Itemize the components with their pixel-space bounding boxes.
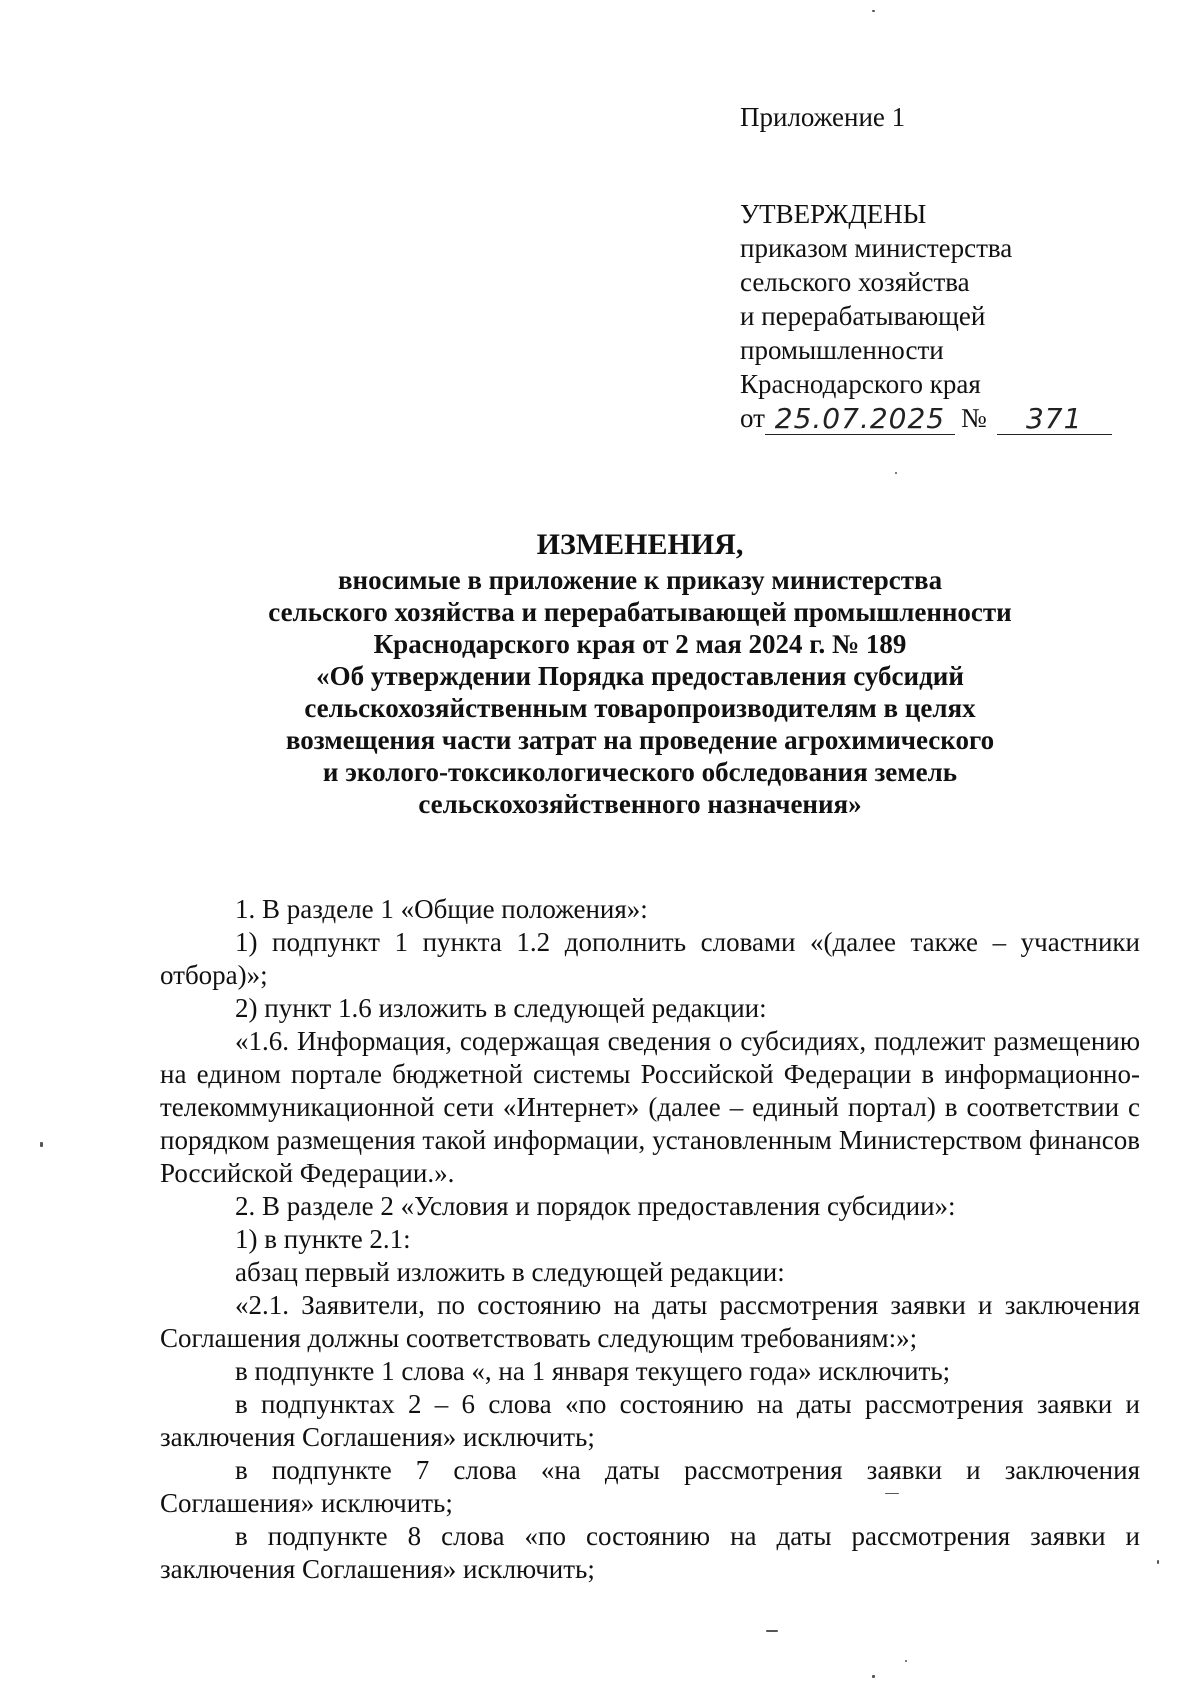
approval-line: Краснодарского края: [740, 369, 981, 399]
title-line: Краснодарского края от 2 мая 2024 г. № 189: [373, 629, 907, 659]
title-line: сельского хозяйства и перерабатывающей промышленности: [268, 597, 1012, 627]
title-line: «Об утверждении Порядка предоставления субсидий: [316, 661, 964, 691]
scan-speck: [885, 1493, 899, 1494]
body-paragraph: 1) подпункт 1 пункта 1.2 дополнить словами «(далее также – участники отбора)»;: [160, 927, 1140, 990]
title-line: сельскохозяйственного назначения»: [418, 789, 862, 819]
body-paragraph: в подпункте 1 слова «, на 1 января текущего года» исключить;: [235, 1356, 951, 1386]
scan-speck: [40, 1142, 43, 1147]
order-date-row: [740, 401, 1160, 435]
body-paragraph: 2) пункт 1.6 изложить в следующей редакции:: [235, 993, 767, 1023]
document-title: ИЗМЕНЕНИЯ,: [536, 528, 744, 561]
scan-speck: [1157, 1560, 1159, 1564]
approval-line: приказом министерства: [740, 233, 1013, 263]
scan-speck: [872, 1675, 875, 1678]
scan-speck: [905, 1660, 907, 1662]
approval-line: и перерабатывающей: [740, 301, 986, 331]
body-paragraph: 1) в пункте 2.1:: [235, 1224, 411, 1254]
body-paragraph: 2. В разделе 2 «Условия и порядок предоставления субсидии»:: [235, 1191, 956, 1221]
approval-line: сельского хозяйства: [740, 267, 970, 297]
title-line: сельскохозяйственным товаропроизводителям в целях: [304, 693, 976, 723]
handwritten-order-number: 371: [997, 404, 1112, 435]
body-paragraph: в подпункте 8 слова «по состоянию на даты рассмотрения заявки и заключения Соглашения» исключить;: [160, 1521, 1140, 1584]
body-paragraph: абзац первый изложить в следующей редакции:: [235, 1257, 785, 1287]
body-paragraph: в подпункте 7 слова «на даты рассмотрения заявки и заключения Соглашения» исключить;: [160, 1455, 1140, 1518]
scan-speck: [895, 472, 897, 474]
body-paragraph: «1.6. Информация, содержащая сведения о субсидиях, подлежит размещению на едином портале бюджетной системы Российской Федерации в информационно-телекоммуникационной сети «Интернет» (далее – единый портал) в соответствии с порядком размещения такой информации, установленным Министерством финансов Российской Федерации.».: [160, 1026, 1140, 1188]
body-paragraph: 1. В разделе 1 «Общие положения»:: [235, 894, 648, 924]
title-line: и эколого-токсикологического обследования земель: [322, 757, 958, 787]
title-line: вносимые в приложение к приказу министерства: [337, 565, 943, 595]
handwritten-date: 25.07.2025: [765, 404, 955, 435]
approval-block: [740, 100, 1160, 435]
body-paragraph: «2.1. Заявители, по состоянию на даты рассмотрения заявки и заключения Соглашения должны соответствовать следующим требованиям:»;: [160, 1290, 1140, 1353]
appendix-label: Приложение 1: [740, 102, 906, 132]
title-line: возмещения части затрат на проведение агрохимического: [285, 725, 995, 755]
scan-speck: [872, 10, 875, 12]
approved-heading: УТВЕРЖДЕНЫ: [740, 199, 927, 229]
document-title-block: [180, 528, 1100, 820]
date-prefix: от: [740, 403, 765, 433]
number-sign: №: [960, 403, 987, 433]
approval-line: промышленности: [740, 335, 944, 365]
scan-speck: [766, 1630, 778, 1632]
document-body: [160, 893, 1140, 1586]
body-paragraph: в подпунктах 2 – 6 слова «по состоянию на даты рассмотрения заявки и заключения Соглашения» исключить;: [160, 1389, 1140, 1452]
